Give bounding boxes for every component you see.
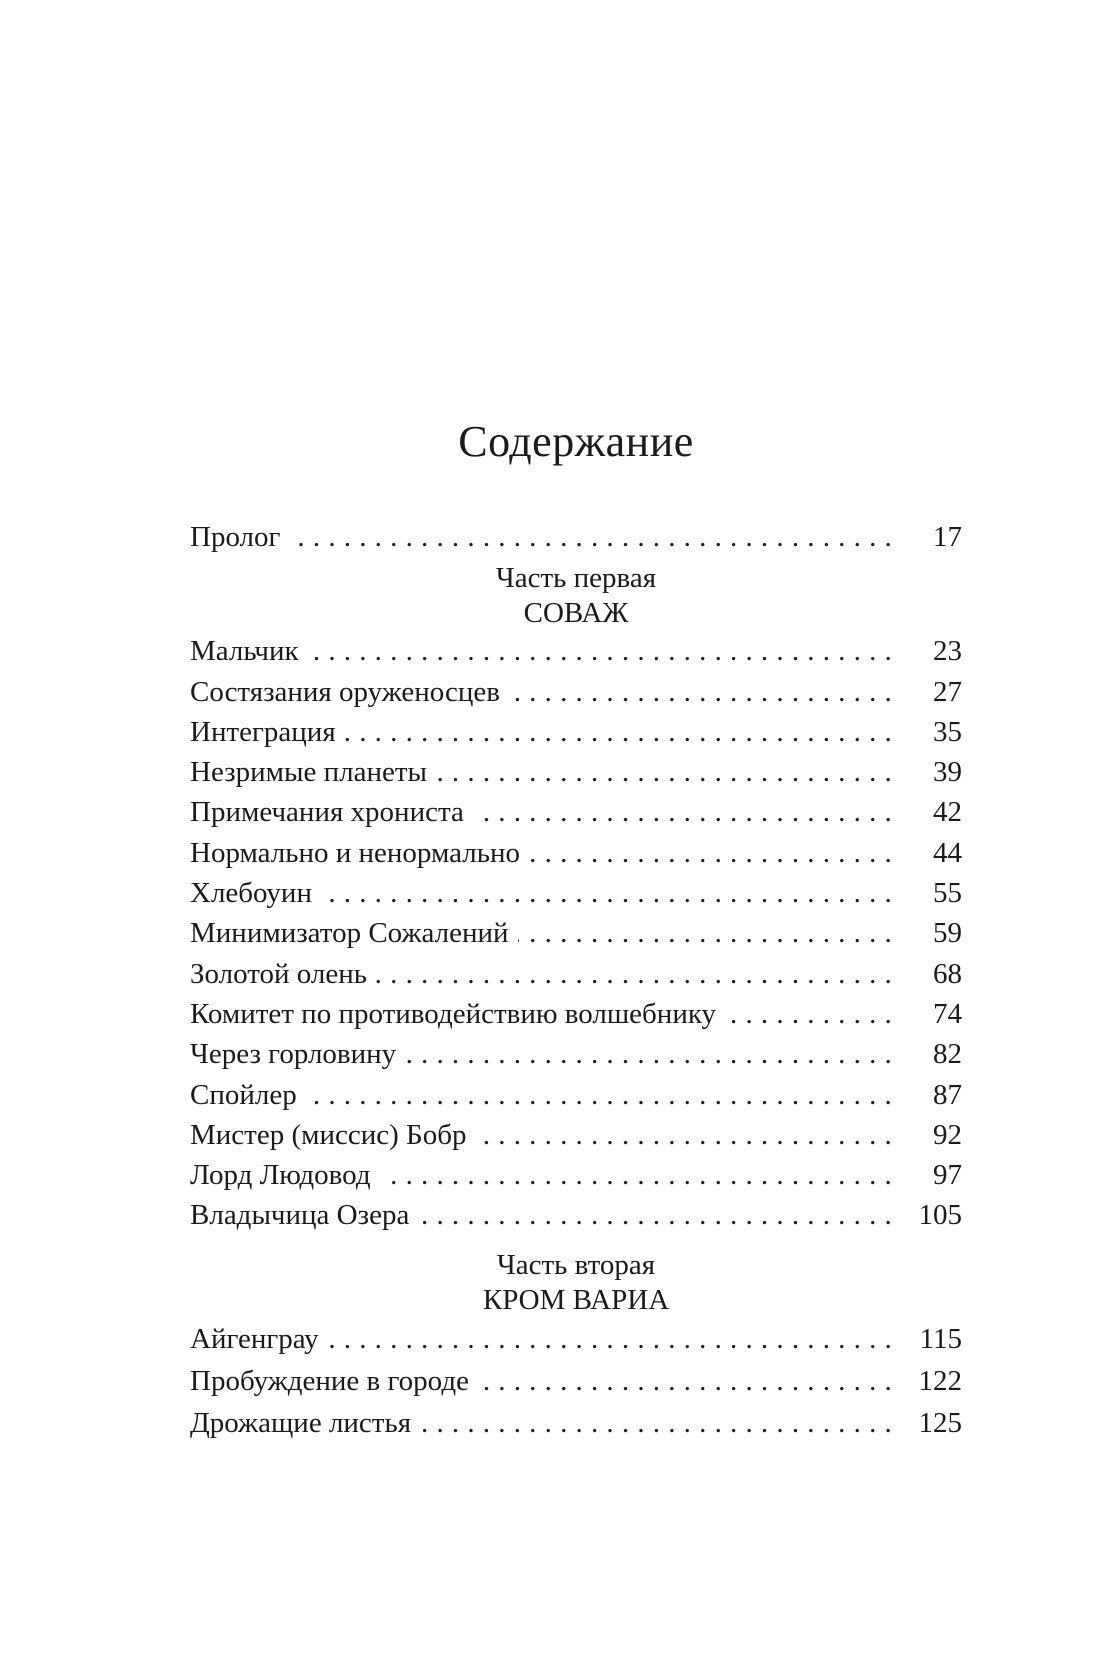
toc-entry-label: Интеграция [190, 715, 336, 748]
toc-entry-row [190, 1195, 962, 1235]
toc-entry-row [190, 752, 962, 792]
part-title: СОВАЖ [523, 597, 629, 630]
toc-leader-dots [405, 1034, 900, 1074]
toc-leader-dots [321, 873, 900, 913]
toc-leader-dots [436, 752, 900, 792]
toc-entry-page: 27 [933, 675, 962, 708]
toc-leader-dots [418, 1195, 900, 1235]
toc-entry-label: Владычица Озера [190, 1199, 410, 1232]
toc-leader-dots [380, 1155, 900, 1195]
toc-entry-label: Пролог [190, 521, 281, 553]
toc-leader-dots [289, 517, 900, 557]
toc-leader-dots [306, 1075, 900, 1115]
toc-leader-dots [308, 631, 900, 671]
toc-entry-label: Пробуждение в городе [190, 1364, 469, 1397]
part-number: Часть первая [495, 562, 657, 595]
toc-entry-row [190, 873, 962, 913]
toc-entry-label: Мальчик [190, 635, 299, 668]
toc-leader-dots [376, 954, 900, 994]
toc-entry-row [190, 1115, 962, 1155]
toc-entry-page: 122 [918, 1364, 962, 1397]
toc-entry-row [190, 712, 962, 752]
toc-entry-label: Состязания оруженосцев [190, 675, 500, 708]
toc-entry-page: 125 [918, 1406, 962, 1439]
toc-entry-row [190, 1318, 962, 1360]
toc-entry-page: 82 [933, 1038, 962, 1071]
toc-entry-row [190, 833, 962, 873]
toc-entry-row [190, 792, 962, 832]
toc-leader-dots [509, 672, 900, 712]
toc-entry-page: 42 [933, 796, 962, 829]
toc-entry-row [190, 994, 962, 1034]
toc-entry-page: 105 [918, 1199, 962, 1232]
toc-leader-dots [328, 1318, 900, 1360]
toc-leader-dots [529, 833, 900, 873]
table-of-contents [190, 517, 962, 1444]
part-title: КРОМ ВАРИА [482, 1283, 670, 1316]
toc-entry-row [190, 913, 962, 953]
toc-entry-row [190, 1402, 962, 1444]
toc-entry-row [190, 1360, 962, 1402]
toc-entry-label: Минимизатор Сожалений [190, 917, 509, 950]
toc-leader-dots [420, 1402, 900, 1444]
toc-leader-dots [475, 1115, 900, 1155]
toc-entry-label: Спойлер [190, 1078, 297, 1111]
toc-entry-label: Мистер (миссис) Бобр [190, 1118, 467, 1151]
toc-entry-page: 39 [933, 756, 962, 789]
toc-entry-row [190, 954, 962, 994]
toc-entry-page: 87 [933, 1078, 962, 1111]
toc-leader-dots [725, 994, 900, 1034]
page-title: Содержание [458, 417, 694, 466]
toc-entry-row [190, 1034, 962, 1074]
toc-entry-row [190, 1155, 962, 1195]
toc-leader-dots [518, 913, 900, 953]
toc-leader-dots [478, 1360, 900, 1402]
toc-entry-label: Хлебоуин [190, 877, 312, 910]
toc-entry-row [190, 631, 962, 671]
toc-entry-page: 44 [933, 836, 962, 869]
toc-entry-label: Айгенграу [190, 1322, 319, 1355]
toc-entry-row [190, 517, 962, 557]
part-heading-1 [190, 561, 962, 631]
toc-entry-row [190, 1075, 962, 1115]
toc-entry-page: 35 [933, 715, 962, 748]
toc-leader-dots [345, 712, 900, 752]
toc-entry-page: 59 [933, 917, 962, 950]
toc-entry-label: Нормально и ненормально [190, 836, 520, 869]
toc-leader-dots [473, 792, 900, 832]
toc-entry-page: 115 [919, 1322, 962, 1355]
toc-entry-label: Дрожащие листья [190, 1406, 412, 1439]
toc-entry-page: 92 [933, 1118, 962, 1151]
toc-entry-label: Примечания хрониста [190, 796, 464, 829]
toc-entry-page: 55 [933, 877, 962, 910]
toc-entry-label: Через горловину [190, 1038, 397, 1071]
toc-entry-label: Комитет по противодействию волшебнику [190, 997, 717, 1030]
toc-entry-label: Лорд Людовод [190, 1159, 371, 1192]
toc-entry-page: 23 [933, 635, 962, 668]
toc-entry-label: Золотой олень [190, 957, 368, 990]
toc-entry-page: 74 [933, 997, 962, 1030]
toc-entry-label: Незримые планеты [190, 756, 428, 789]
part-number: Часть вторая [496, 1248, 656, 1281]
toc-entry-row [190, 672, 962, 712]
toc-entry-page: 97 [933, 1159, 962, 1192]
toc-entry-page: 68 [933, 957, 962, 990]
part-heading-2 [190, 1248, 962, 1318]
toc-entry-page: 17 [933, 521, 962, 553]
